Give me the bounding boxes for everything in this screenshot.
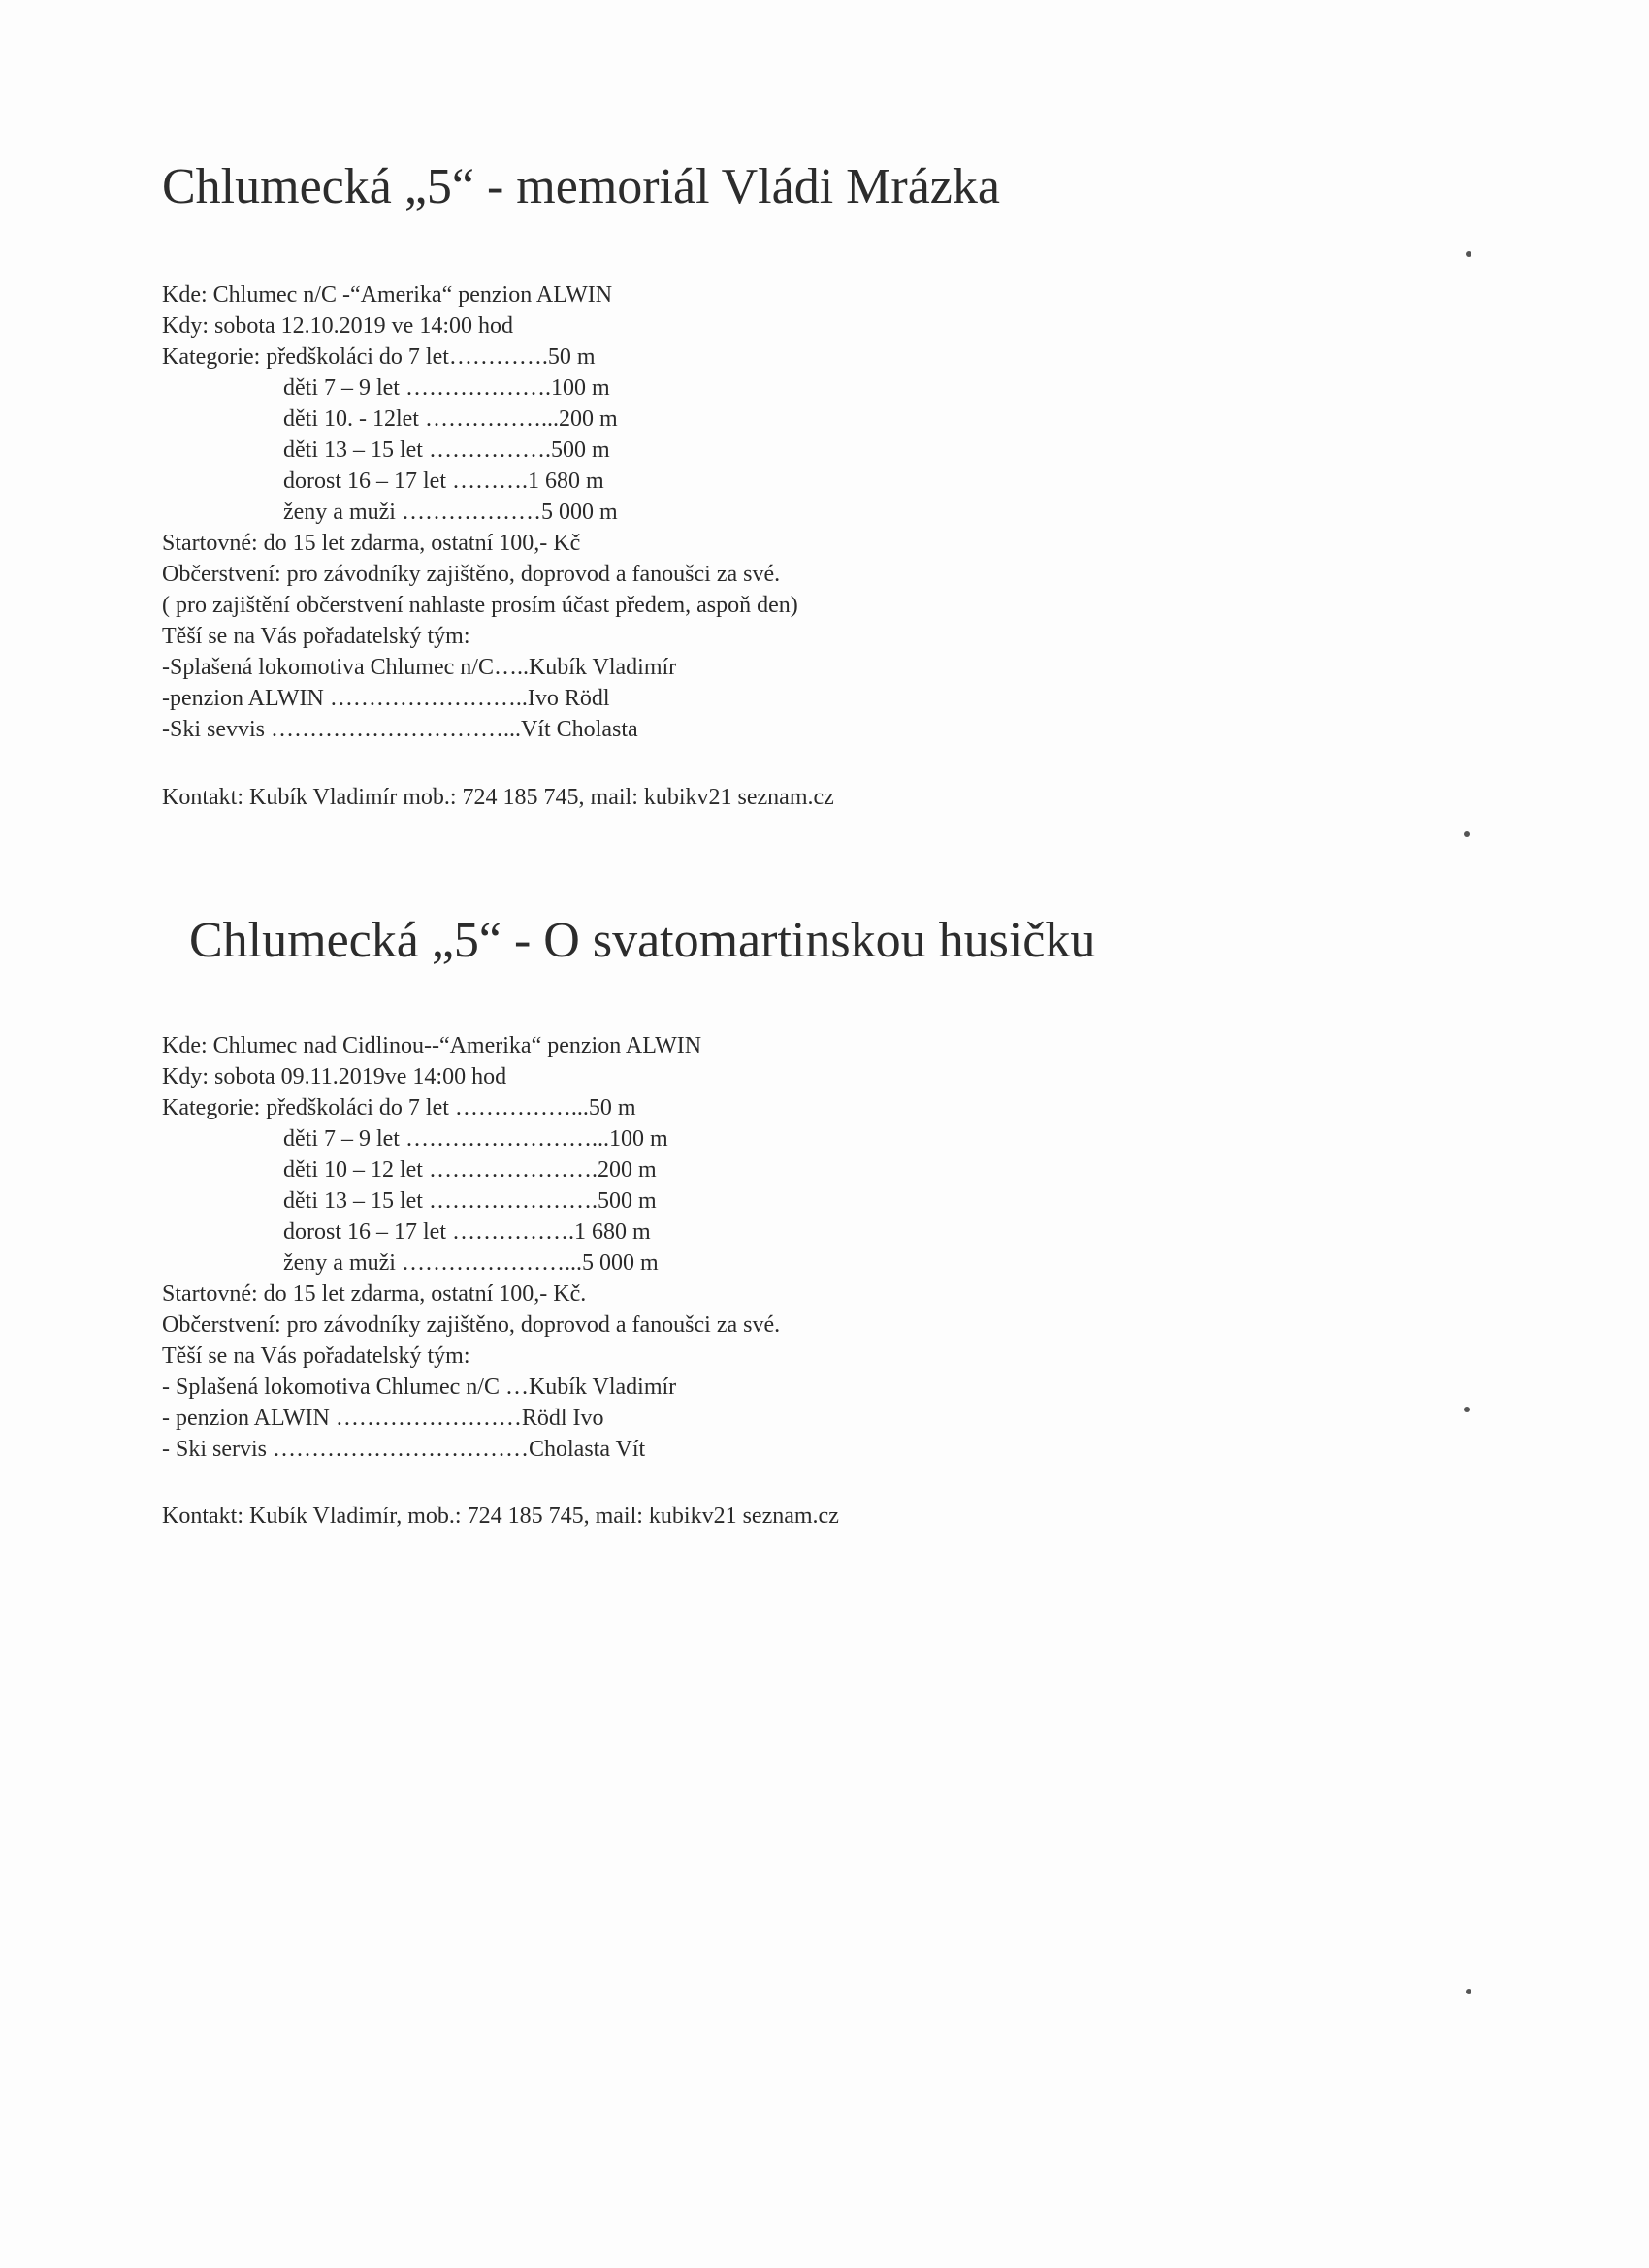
event-title: Chlumecká „5“ - O svatomartinskou husičku xyxy=(189,913,1096,968)
category-adults: ženy a muži …………………...5 000 m xyxy=(283,1250,659,1276)
punch-hole-mark xyxy=(1466,251,1471,257)
category-children-7-9: děti 7 – 9 let ……………………...100 m xyxy=(283,1126,668,1151)
punch-hole-mark xyxy=(1464,1407,1470,1412)
detail-refreshments: Občerstvení: pro závodníky zajištěno, doprovod a fanoušci za své. xyxy=(162,562,781,587)
contact-info: Kontakt: Kubík Vladimír mob.: 724 185 745, mail: kubikv21 seznam.cz xyxy=(162,785,834,810)
event-details xyxy=(162,1030,780,1465)
category-children-10-12: děti 10. - 12let ……………...200 m xyxy=(283,406,618,432)
detail-entry-fee: Startovné: do 15 let zdarma, ostatní 100,- Kč xyxy=(162,531,581,556)
organizer-item: -Splašená lokomotiva Chlumec n/C…..Kubík Vladimír xyxy=(162,655,677,680)
category-youth-16-17: dorost 16 – 17 let ……….1 680 m xyxy=(283,469,604,494)
category-children-13-15: děti 13 – 15 let …………….500 m xyxy=(283,437,610,463)
category-preschool: Kategorie: předškoláci do 7 let………….50 m xyxy=(162,344,596,370)
category-youth-16-17: dorost 16 – 17 let …………….1 680 m xyxy=(283,1219,651,1245)
category-children-10-12: děti 10 – 12 let ………………….200 m xyxy=(283,1157,657,1183)
event-details xyxy=(162,279,798,745)
detail-refreshments-note: ( pro zajištění občerstvení nahlaste prosím účast předem, aspoň den) xyxy=(162,593,798,618)
organizers-heading: Těší se na Vás pořadatelský tým: xyxy=(162,1344,470,1369)
organizer-item: - penzion ALWIN ……………………Rödl Ivo xyxy=(162,1406,604,1431)
detail-date: Kdy: sobota 12.10.2019 ve 14:00 hod xyxy=(162,313,513,339)
detail-location: Kde: Chlumec nad Cidlinou--“Amerika“ penzion ALWIN xyxy=(162,1033,702,1058)
category-preschool: Kategorie: předškoláci do 7 let ……………...50 m xyxy=(162,1095,636,1120)
organizer-item: -Ski sevvis …………………………...Vít Cholasta xyxy=(162,717,638,742)
category-adults: ženy a muži ………………5 000 m xyxy=(283,500,618,525)
detail-entry-fee: Startovné: do 15 let zdarma, ostatní 100,- Kč. xyxy=(162,1281,587,1307)
punch-hole-mark xyxy=(1464,831,1470,837)
punch-hole-mark xyxy=(1466,1989,1471,1994)
detail-location: Kde: Chlumec n/C -“Amerika“ penzion ALWIN xyxy=(162,282,613,308)
organizer-item: -penzion ALWIN ……………………..Ivo Rödl xyxy=(162,686,610,711)
category-children-13-15: děti 13 – 15 let ………………….500 m xyxy=(283,1188,657,1214)
contact-info: Kontakt: Kubík Vladimír, mob.: 724 185 745, mail: kubikv21 seznam.cz xyxy=(162,1504,839,1529)
category-children-7-9: děti 7 – 9 let ……………….100 m xyxy=(283,375,610,401)
detail-date: Kdy: sobota 09.11.2019ve 14:00 hod xyxy=(162,1064,507,1089)
organizer-item: - Ski servis ……………………………Cholasta Vít xyxy=(162,1437,646,1462)
detail-refreshments: Občerstvení: pro závodníky zajištěno, doprovod a fanoušci za své. xyxy=(162,1312,781,1338)
organizers-heading: Těší se na Vás pořadatelský tým: xyxy=(162,624,470,649)
organizer-item: - Splašená lokomotiva Chlumec n/C …Kubík Vladimír xyxy=(162,1375,677,1400)
event-title: Chlumecká „5“ - memoriál Vládi Mrázka xyxy=(162,159,1000,214)
